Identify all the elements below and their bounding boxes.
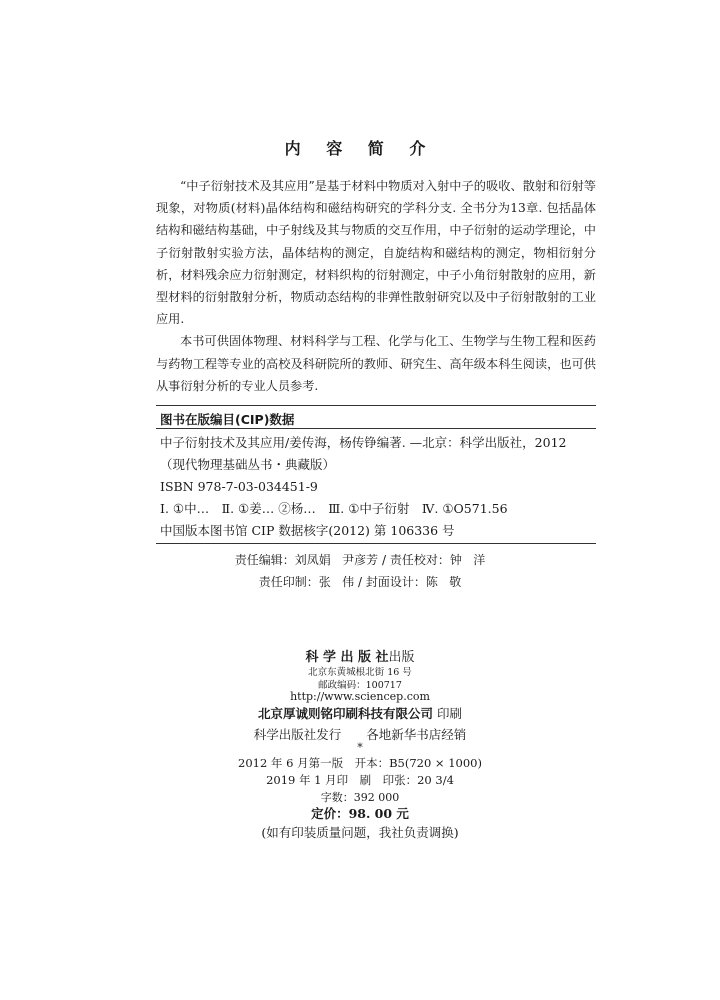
editor-credits: 责任编辑：刘凤娟 尹彦芳 / 责任校对：钟 洋	[234, 553, 486, 567]
cip-line-title: 中子衍射技术及其应用/姜传海，杨传铮编著. —北京：科学出版社，2012	[160, 435, 567, 450]
cip-line-number: 中国版本图书馆 CIP 数据核字(2012) 第 106336 号	[160, 523, 455, 538]
cip-line-isbn: ISBN 978-7-03-034451-9	[160, 479, 318, 494]
publisher-postcode: 邮政编码：100717	[318, 680, 402, 691]
intro-paragraph-1: “中子衍射技术及其应用”是基于材料中物质对入射中子的吸收、散射和衍射等现象，对物质(材料)晶体结构和磁结构研究的学科分支. 全书分为13章. 包括晶体结构和磁结构基础，中子射线及其与物质的交互作用，中子衍射的运动学理论，中子衍射散射实验方法，晶体结构的测定，自旋结构和磁结构的测定，物相衍射分析，材料残余应力衍射测定，材料织构的衍射测定，中子小角衍射散射的应用，新型材料的衍射散射分析，物质动态结构的非弹性散射研究以及中子衍射散射的工业应用.	[156, 179, 596, 327]
page-title: 内 容 简 介	[284, 139, 436, 158]
separator-star: *	[357, 741, 363, 754]
publisher-url: http://www.sciencep.com	[290, 690, 430, 703]
publisher-name: 科 学 出 版 社	[305, 650, 389, 665]
printing-line: 2019 年 1 月印 刷 印张：20 3/4	[266, 773, 454, 787]
publisher-address: 北京东黄城根北街 16 号	[308, 667, 412, 678]
cip-heading: 图书在版编目(CIP)数据	[160, 412, 295, 427]
cip-record	[160, 432, 566, 542]
cip-heading-divider	[156, 428, 596, 429]
production-credits: 责任印制：张 伟 / 封面设计：陈 敬	[258, 575, 462, 589]
printer-line	[0, 704, 720, 722]
distribution-line: 科学出版社发行 各地新华书店经销	[253, 727, 467, 742]
publisher-line	[0, 646, 720, 665]
cip-line-classification: Ⅰ. ①中… Ⅱ. ①姜… ②杨… Ⅲ. ①中子衍射 Ⅳ. ①O571.56	[160, 501, 508, 516]
printer-suffix: 印刷	[436, 706, 462, 721]
cip-bottom-divider	[156, 543, 596, 544]
intro-text	[156, 175, 596, 397]
quality-notice: (如有印装质量问题，我社负责调换)	[261, 825, 459, 840]
publisher-suffix: 出版	[388, 650, 415, 665]
edition-line: 2012 年 6 月第一版 开本：B5(720 × 1000)	[238, 756, 482, 770]
printer-name: 北京厚诚则铭印刷科技有限公司	[257, 706, 433, 721]
intro-paragraph-2: 本书可供固体物理、材料科学与工程、化学与化工、生物学与生物工程和医药与药物工程等专业的高校及科研院所的教师、研究生、高年级本科生阅读，也可供从事衍射分析的专业人员参考.	[156, 334, 596, 393]
price: 定价：98. 00 元	[311, 806, 409, 821]
word-count: 字数：392 000	[320, 791, 400, 804]
cip-line-series: （现代物理基础丛书・典藏版）	[160, 457, 336, 472]
cip-top-divider	[156, 405, 596, 406]
